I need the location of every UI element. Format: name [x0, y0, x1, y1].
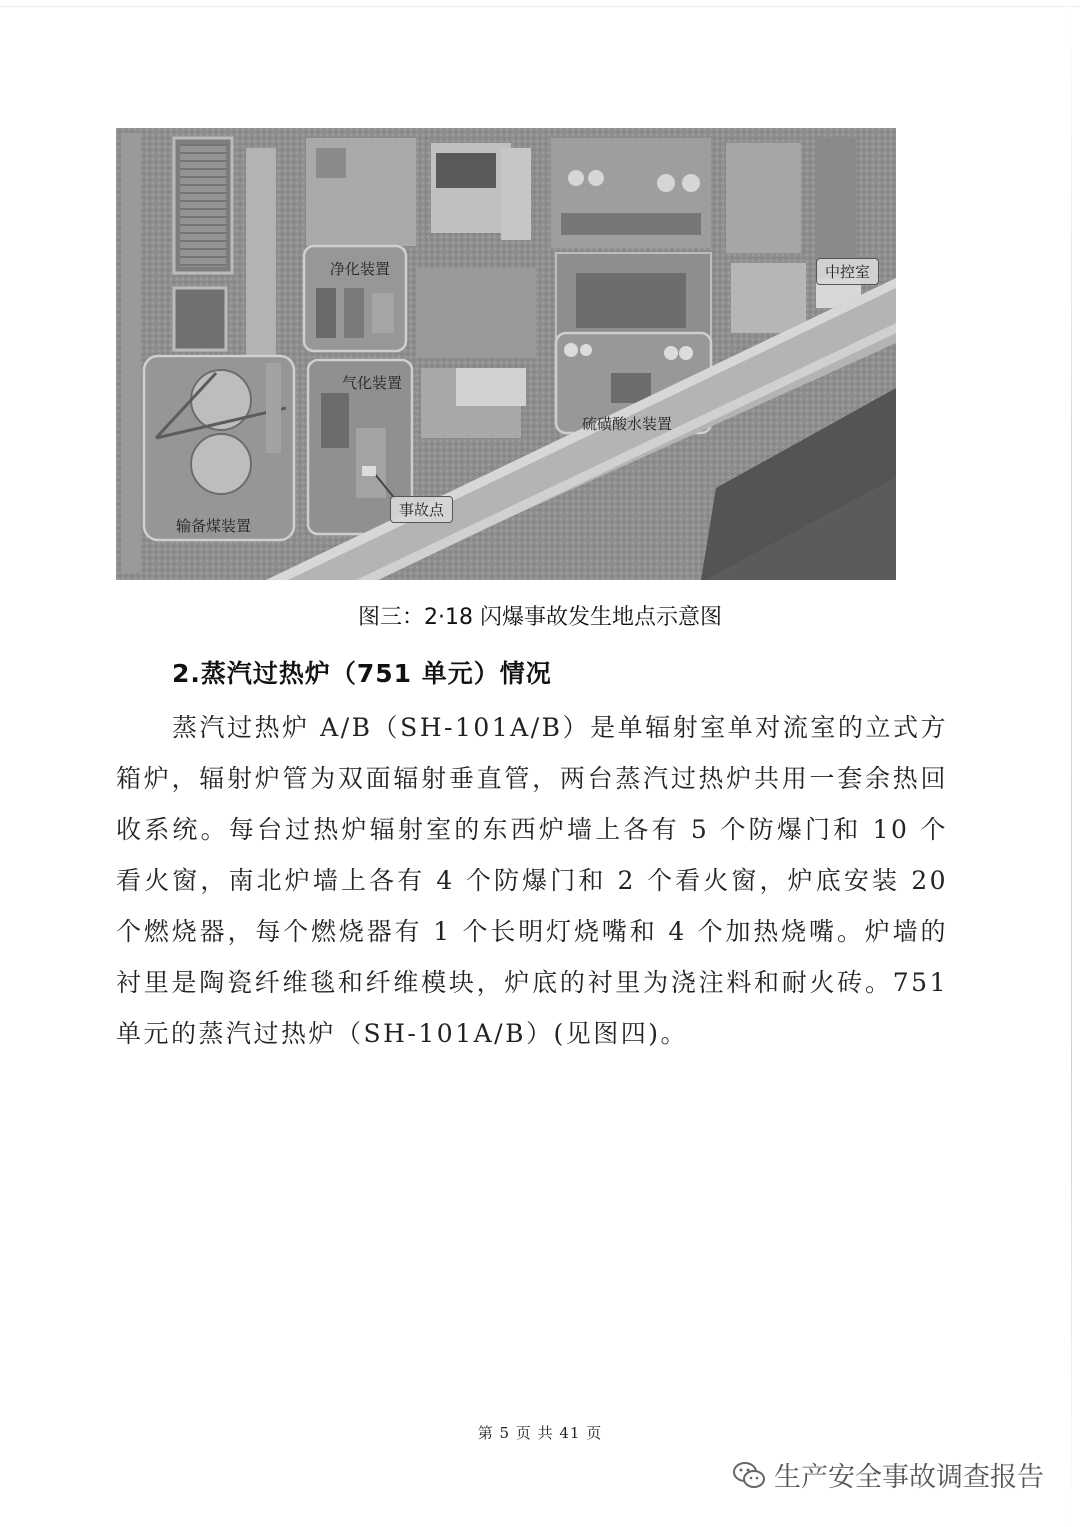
source-watermark	[732, 1455, 1044, 1494]
figure-caption: 图三：2·18 闪爆事故发生地点示意图	[358, 605, 722, 630]
label-accident-point: 事故点	[390, 496, 453, 523]
page-number: 第 5 页 共 41 页	[477, 1424, 603, 1442]
scan-edge-top	[0, 6, 1080, 7]
aerial-site-photo	[116, 128, 896, 580]
label-sulfur-recovery: 硫磺酸水装置	[582, 415, 673, 433]
section-heading: 2.蒸汽过热炉（751 单元）情况	[172, 659, 552, 688]
aerial-photo-graphic	[116, 128, 896, 580]
label-coal-conveying: 输备煤装置	[176, 517, 252, 535]
section-paragraph: 蒸汽过热炉 A/B（SH-101A/B）是单辐射室单对流室的立式方箱炉，辐射炉管为双面辐射垂直管，两台蒸汽过热炉共用一套余热回收系统。每台过热炉辐射室的东西炉墙上各有 5 个防爆门和 10 个看火窗，南北炉墙上各有 4 个防爆门和 2 个看火窗，炉底安装 20 个燃烧器，每个燃烧器有 1 个长明灯烧嘴和 4 个加热烧嘴。炉墙的衬里是陶瓷纤维毯和纤维模块，炉底的衬里为浇注料和耐火砖。751 单元的蒸汽过热炉（SH-101A/B）(见图四)。	[116, 713, 948, 1048]
label-control-room: 中控室	[816, 258, 879, 285]
label-purification: 净化装置	[330, 260, 391, 278]
watermark-text: 生产安全事故调查报告	[774, 1462, 1044, 1493]
scan-edge-right	[1071, 0, 1072, 1527]
label-gasification: 气化装置	[342, 374, 403, 392]
wechat-icon	[732, 1460, 766, 1490]
